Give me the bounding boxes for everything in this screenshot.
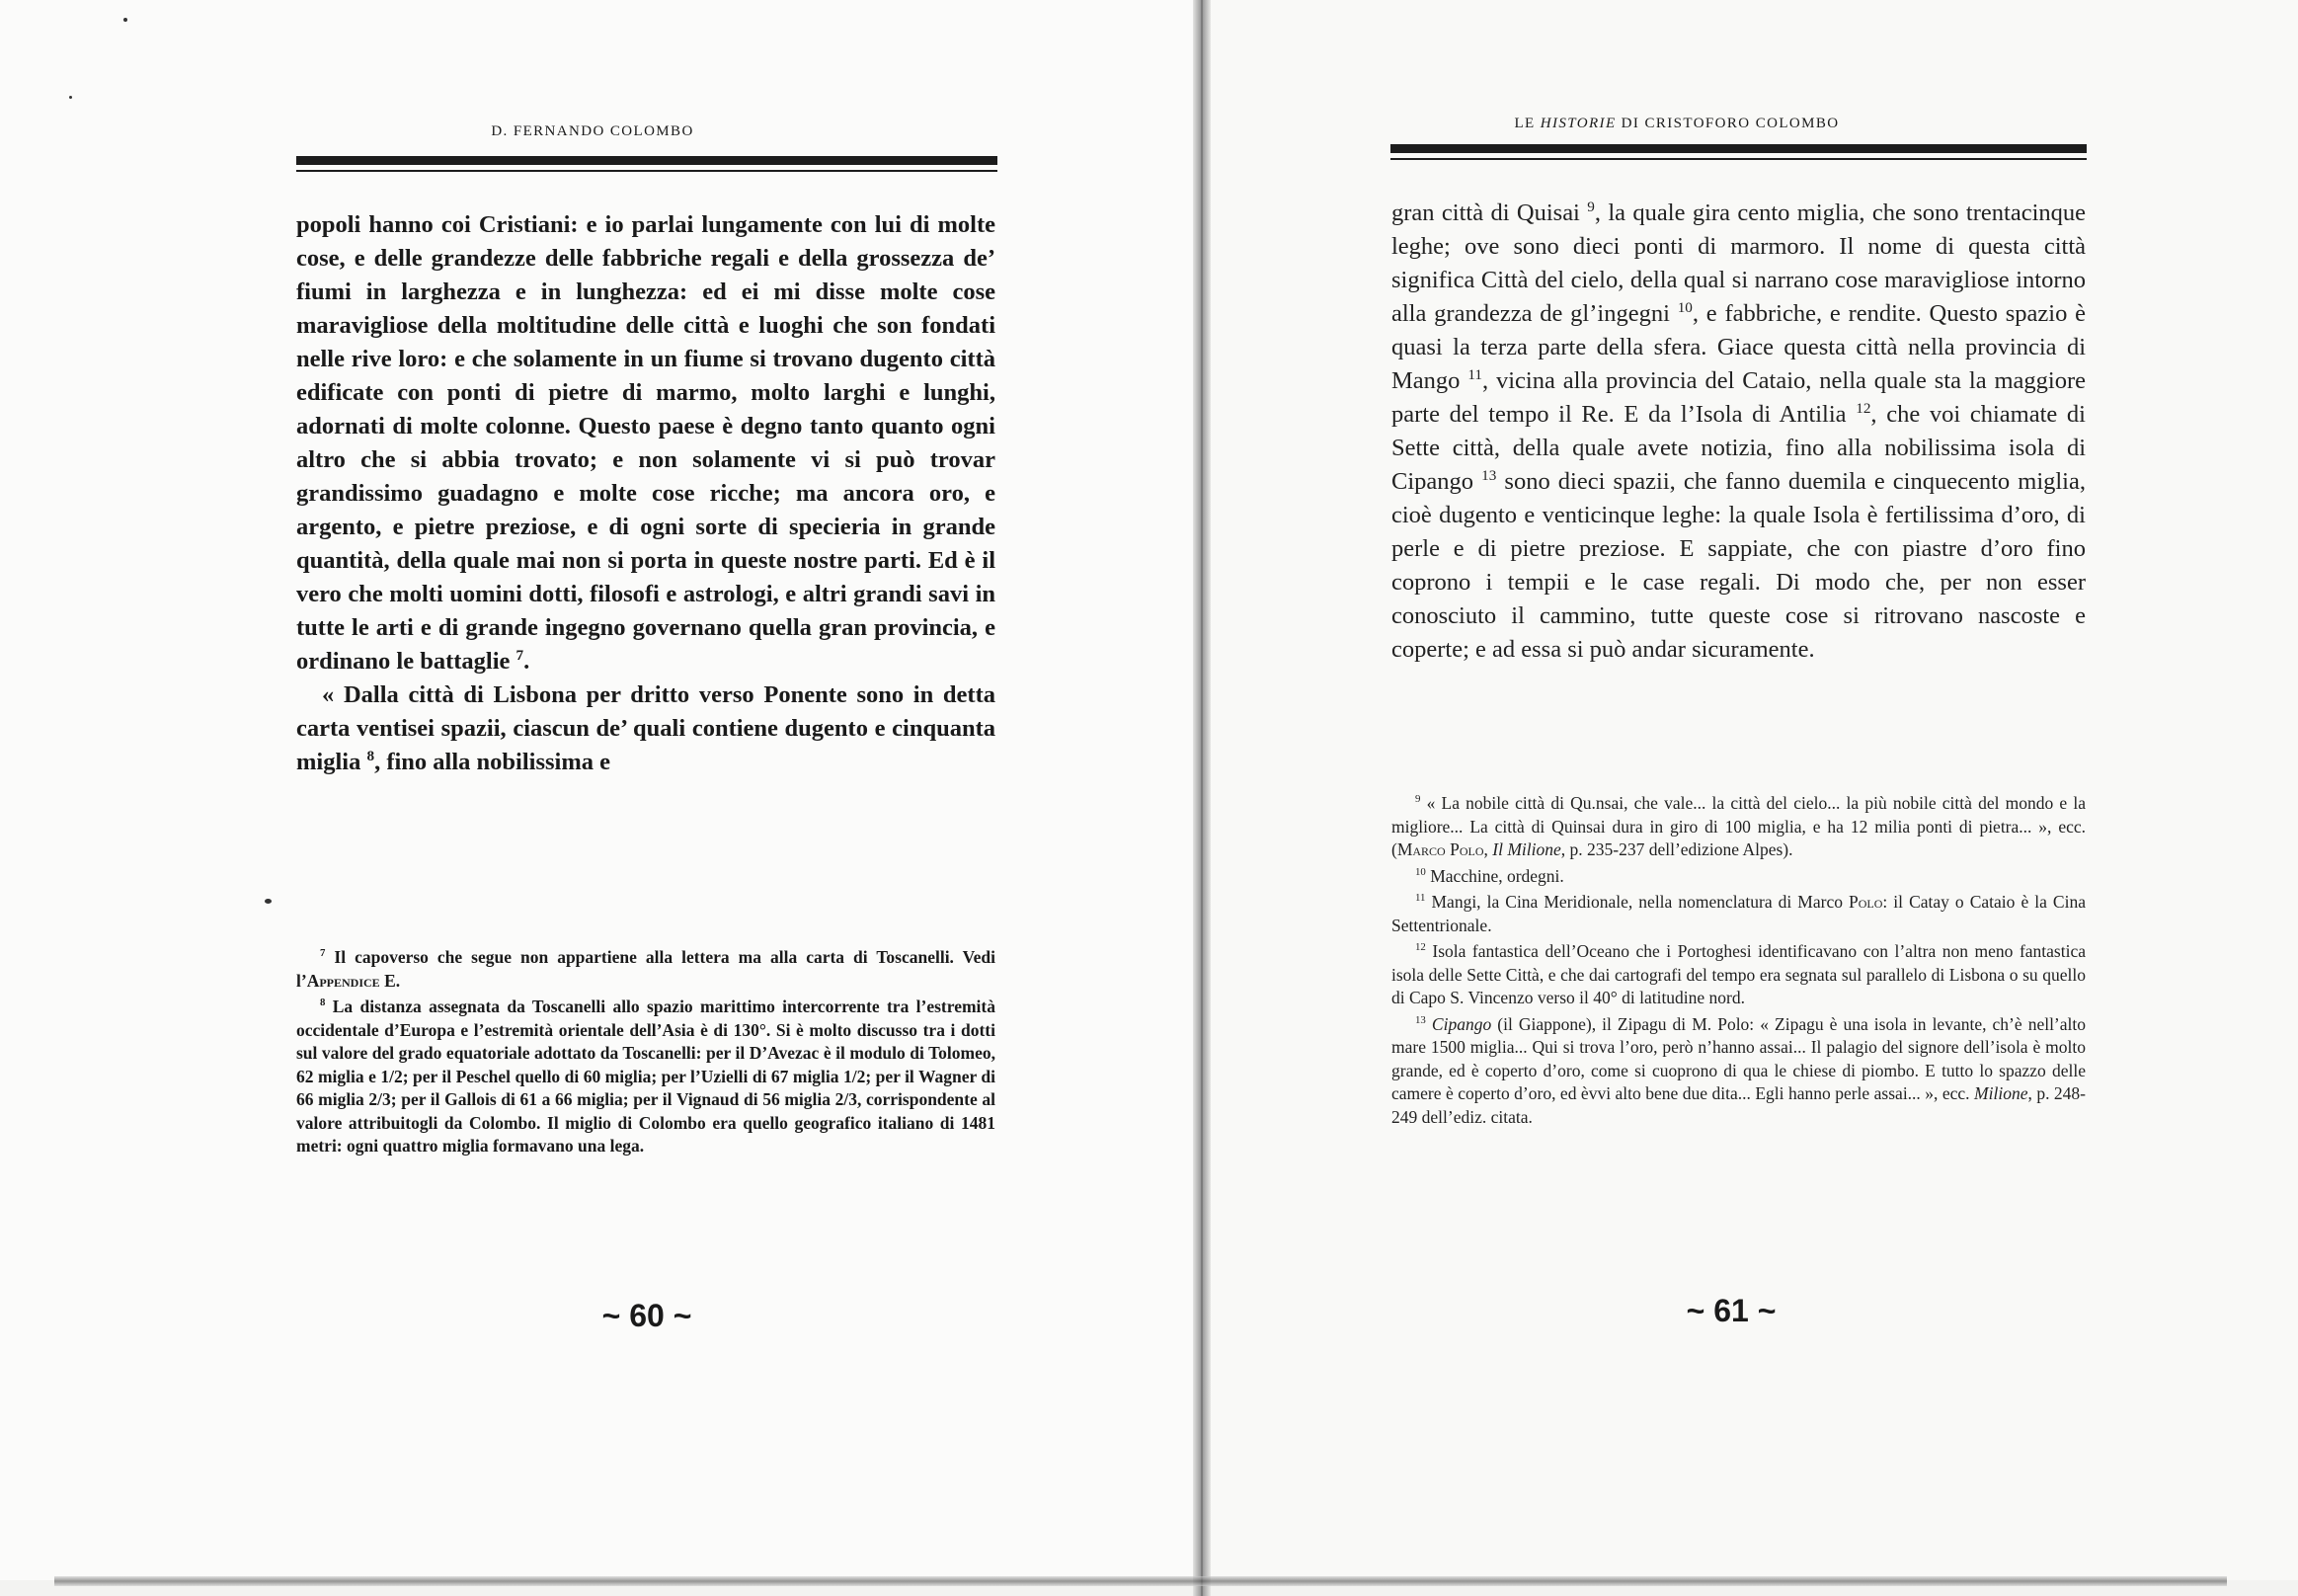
right-header-rule-thick (1390, 144, 2087, 153)
right-running-head-italic: HISTORIE (1540, 116, 1617, 131)
text-run: , la quale gira cento miglia, che sono trentacinque leghe; ove sono dieci ponti di marmoro. Il nome di questa città significa Città del cielo, della qual si narrano cose maravigliose intorno alla grandezza de gl’ingegni (1391, 200, 2087, 327)
note-ref: 11 (1467, 365, 1482, 383)
paper-speck (265, 899, 272, 904)
text-run: (il Giappone), il Zipagu di M. Polo: « Zipagu è una isola in levante, ch’è nell’alto mare 1500 miglia... Qui si trova l’oro, però n’hanno assai... Il palagio del signore dell’isola è molto grande, ed è coperto d’oro, come si cuoprono di qua le chiese di piombo. E tutto lo spazzo delle camere è coperto d’oro, ed èvvi alto bene due dita... Egli hanno perle assai... », ecc. (1391, 1013, 2086, 1103)
footnote (1391, 940, 2086, 1010)
left-header-rule-thin (296, 170, 997, 172)
left-running-head: D. FERNANDO COLOMBO (491, 123, 694, 139)
text-run: Il capoverso che segue non appartiene alla lettera ma alla carta di Toscanelli. Vedi l’ (296, 947, 995, 991)
note-ref: 7 (320, 947, 326, 960)
text-run: « Dalla città di Lisbona per dritto verso Ponente sono in detta carta ventisei spazii, ciascun de’ quali contiene dugento e cinquanta miglia (296, 681, 995, 775)
text-run: : il Catay o Cataio è la Cina Settentrionale. (1391, 892, 2086, 935)
text-run: , fino alla nobilissima e (374, 749, 610, 775)
note-ref: 10 (1415, 865, 1426, 878)
body-paragraph (296, 678, 995, 779)
text-run: E. (379, 970, 401, 991)
footnote (296, 946, 995, 993)
text-run: popoli hanno coi Cristiani: e io parlai lungamente con lui di molte cose, e delle grandezze delle fabbriche regali e della grossezza de’ fiumi in larghezza e in lunghezza: ed ei mi disse molte cose maravigliose della moltitudine delle città e luoghi che son fondati nelle rive loro: e che solamente in un fiume si trovano dugento città edificate con ponti di pietre di marmo, molto larghi e lunghi, adornati di molte colonne. Questo paese è degno tanto quanto ogni altro che si abbia trovato; e non solamente vi si può trovar grandissimo guadagno e molte cose ricche; ma ancora oro, e argento, e pietre preziose, e di ogni sorte di specieria in grande quantità, della quale mai non si porta in queste nostre parti. Ed è il vero che molti uomini dotti, filosofi e astrologi, e altri grandi savi in tutte le arti e di grande ingegno governano quella gran provincia, e ordinano le battaglie (296, 211, 995, 675)
note-ref: 12 (1415, 941, 1426, 954)
footnote (296, 996, 995, 1158)
text-run: , vicina alla provincia del Cataio, nella quale sta la maggiore parte del tempo il Re. E da l’Isola di Antilia (1391, 367, 2086, 428)
note-ref: 8 (366, 747, 375, 764)
text-run: Macchine, ordegni. (1425, 865, 1564, 886)
small-caps-text: Marco Polo (1396, 839, 1484, 859)
paper-speck (123, 18, 127, 22)
book-gutter (1193, 0, 1211, 1596)
right-running-head-post: DI CRISTOFORO COLOMBO (1616, 116, 1840, 131)
note-ref: 8 (320, 997, 326, 1009)
right-running-head-pre: LE (1514, 116, 1541, 131)
text-run: , che voi chiamate di Sette città, della quale avete notizia, fino alla nobilissima isola di Cipango (1391, 401, 2086, 495)
text-run: , (1483, 839, 1493, 859)
note-ref: 10 (1677, 298, 1693, 316)
footnote (1391, 1013, 2086, 1130)
body-paragraph (1391, 197, 2086, 667)
text-run: , p. 235-237 dell’edizione Alpes). (1560, 839, 1793, 859)
text-run: gran città di Quisai (1391, 200, 1588, 226)
text-run: sono dieci spazii, che fanno duemila e cinquecento miglia, cioè dugento e venticinque leghe: la quale Isola è fertilissima d’oro, di perle e di pietre preziose. E sappiate, che con piastre d’oro fino coprono i tempii e le case regali. Di modo che, per non esser conosciuto il cammino, tutte queste cose si ritrovano nascoste e coperte; e ad essa si può andar sicuramente. (1391, 468, 2086, 663)
italic-text: Il Milione (1492, 839, 1561, 859)
left-page-number: ~ 60 ~ (601, 1298, 692, 1333)
left-footnotes (296, 946, 995, 1161)
text-run: Isola fantastica dell’Oceano che i Portoghesi identificavano con l’altra non meno fantastica isola delle Sette Città, e che dai cartografi del tempo era segnata sul parallelo di Lisbona o su quello di Capo S. Vincenzo verso il 40° di latitudine nord. (1391, 941, 2086, 1007)
body-paragraph (296, 208, 995, 678)
note-ref: 11 (1415, 892, 1426, 905)
note-ref: 13 (1415, 1013, 1426, 1026)
note-ref: 9 (1415, 793, 1421, 806)
left-header-rule-thick (296, 156, 997, 165)
text-run: Mangi, la Cina Meridionale, nella nomenclatura di Marco (1425, 892, 1849, 912)
footnote (1391, 792, 2086, 862)
right-page (1203, 0, 2298, 1580)
right-page-number: ~ 61 ~ (1686, 1293, 1777, 1328)
text-run: La distanza assegnata da Toscanelli allo spazio marittimo intercorrente tra l’estremità occidentale d’Europa e l’estremità orientale dell’Asia è di 130°. Si è molto discusso tra i dotti sul valore del grado equatoriale adottato da Toscanelli: per il D’Avezac è il modulo di Tolomeo, 62 miglia e 1/2; per il Peschel quello di 60 miglia; per l’Uzielli di 67 miglia 1/2; per il Wagner di 66 miglia 2/3; per il Gallois di 61 a 66 miglia; per il Vignaud di 56 miglia 2/3, corrispondente al valore attribuitogli da Colombo. Il miglio di Colombo era quello geografico italiano di 1481 metri: ogni quattro miglia formavano una lega. (296, 997, 995, 1156)
text-run: . (523, 648, 530, 675)
text-run: , p. 248-249 dell’ediz. citata. (1391, 1083, 2087, 1127)
right-footnotes (1391, 792, 2086, 1132)
text-run: , e fabbriche, e rendite. Questo spazio è quasi la terza parte della sfera. Giace questa città nella provincia di Mango (1391, 300, 2086, 394)
paper-speck (69, 96, 72, 99)
note-ref: 13 (1481, 466, 1497, 484)
italic-text: Cipango (1431, 1013, 1492, 1034)
note-ref: 12 (1856, 399, 1871, 417)
right-running-head (1351, 116, 2003, 132)
footnote (1391, 891, 2086, 937)
right-body-text (1391, 197, 2086, 667)
italic-text: Milione (1974, 1083, 2028, 1103)
small-caps-text: Polo (1849, 892, 1883, 912)
small-caps-text: Appendice (306, 970, 380, 991)
right-header-rule-thin (1390, 158, 2087, 160)
note-ref: 9 (1587, 198, 1595, 215)
note-ref: 7 (515, 646, 524, 664)
page-bottom-edge (54, 1576, 2227, 1586)
text-run: « La nobile città di Qu.nsai, che vale... la città del cielo... la più nobile città del mondo e la migliore... La città di Quinsai dura in giro di 100 miglia, e ha 12 milia ponti di pietra... », ecc. ( (1391, 793, 2086, 859)
left-body-text (296, 208, 995, 779)
footnote (1391, 865, 2086, 889)
